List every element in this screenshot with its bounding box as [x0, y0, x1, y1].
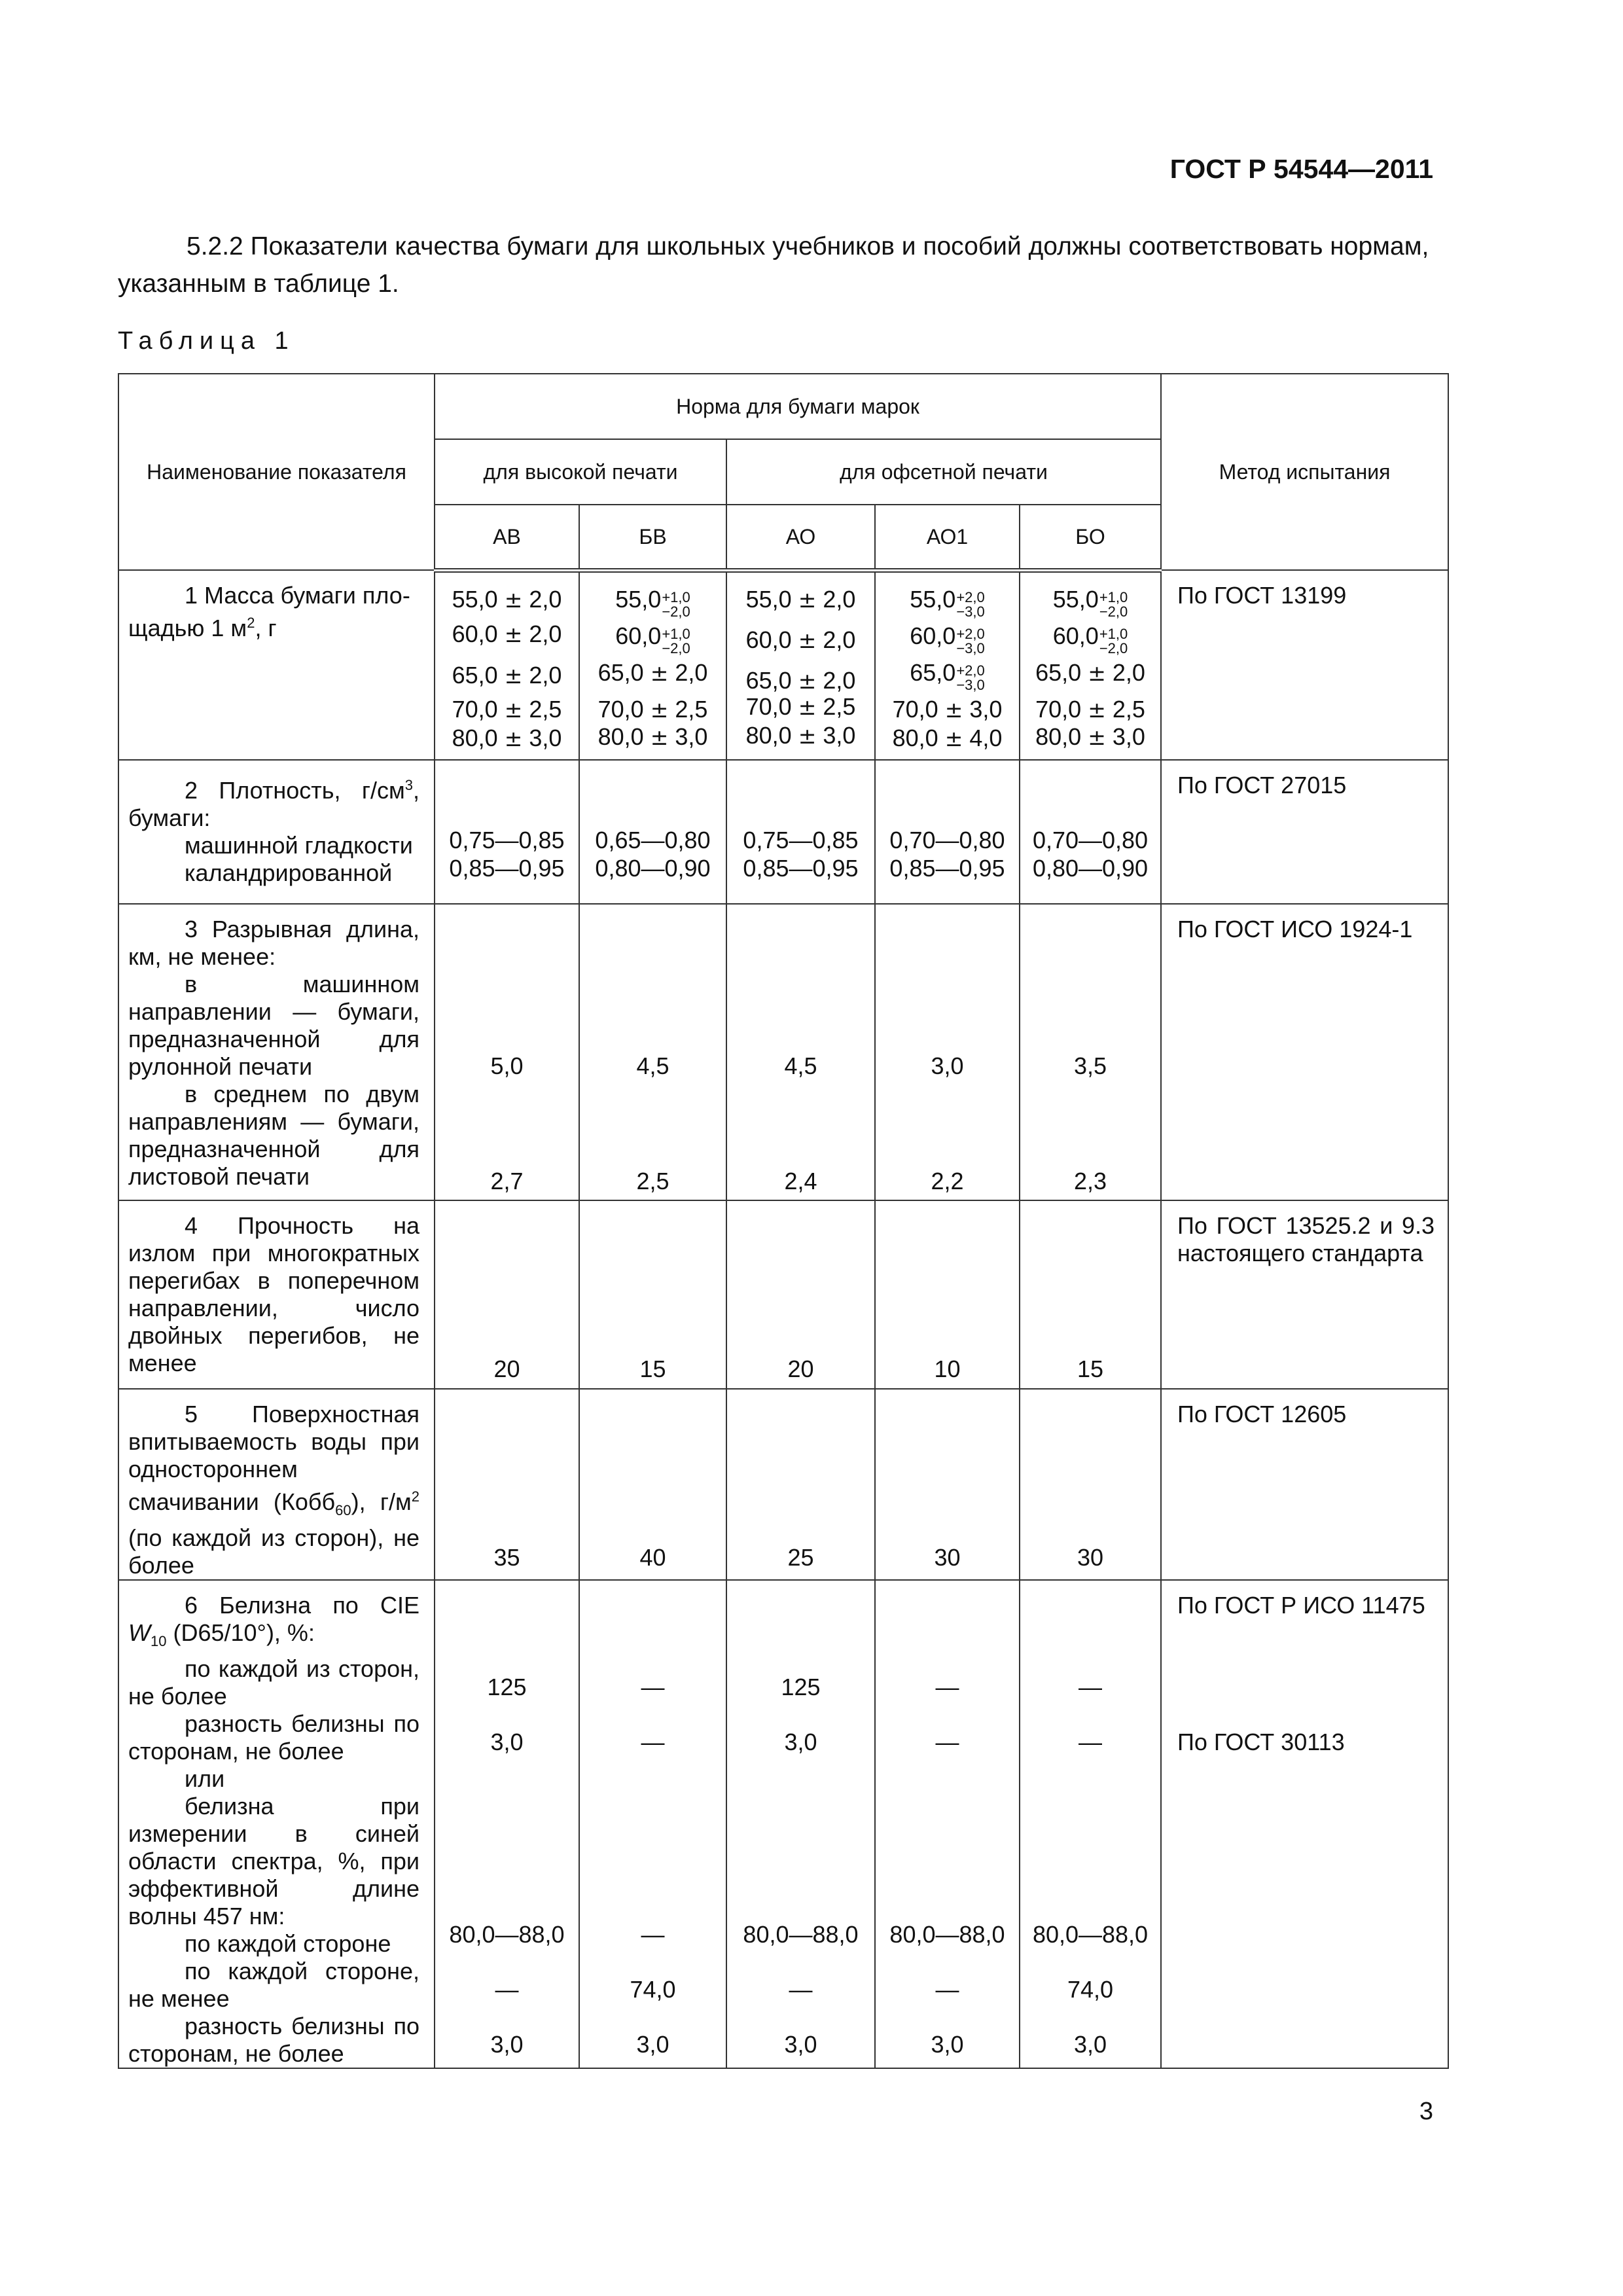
row6-bv: — — — 74,0 3,0: [579, 1580, 726, 2068]
grade-ao: АО: [726, 505, 875, 570]
row6-name: 6 Белизна по CIE $W_{10}$ (D65/10°), %: по каждой из сторон, не более разность белизны по сторонам, не более или белизна при измерении в синей области спектра, %, при эффективной длине волны 457 нм: по каждой стороне по каждой стороне, не менее разность белизны по сторонам, не более: [118, 1580, 435, 2068]
document-id: ГОСТ Р 54544—2011: [1169, 154, 1433, 184]
row3-bo: 3,5 2,3: [1020, 904, 1161, 1200]
header-high-print: для высокой печати: [435, 439, 726, 505]
table-row: [118, 570, 1448, 760]
row2-method: По ГОСТ 27015: [1161, 760, 1448, 904]
table-caption: Таблица 1: [118, 327, 295, 355]
row3-av: 5,0 2,7: [435, 904, 579, 1200]
row1-ao1: 55,0 +2,0 −3,0 60,0 +2,0 −3,0 65,0 +2,0 −3,0 70,0 ± 3,0 80,0 ± 4,0: [875, 570, 1020, 760]
row1-av: 55,0 ± 2,0 60,0 ± 2,0 65,0 ± 2,0 70,0 ± 2,5 80,0 ± 3,0: [435, 570, 579, 760]
row5-av: 35: [435, 1389, 579, 1580]
row5-method: По ГОСТ 12605: [1161, 1389, 1448, 1580]
row1-ao: 55,0 ± 2,0 60,0 ± 2,0 65,0 ± 2,0 70,0 ± 2,5 80,0 ± 3,0: [726, 570, 875, 760]
row3-ao: 4,5 2,4: [726, 904, 875, 1200]
table-row: [118, 1389, 1448, 1580]
row1-method: По ГОСТ 13199: [1161, 570, 1448, 760]
row6-av: 125 3,0 80,0—88,0 — 3,0: [435, 1580, 579, 2068]
row5-bo: 30: [1020, 1389, 1161, 1580]
row3-name: 3 Разрывная длина, км, не менее: в машинном направлении — бумаги, предназначенной для рулонной печати в среднем по двум направлениям — бумаги, предназначенной для листовой печати: [118, 904, 435, 1200]
table-row: [118, 1200, 1448, 1389]
row5-ao: 25: [726, 1389, 875, 1580]
row1-name: 1 Масса бумаги пло- щадью 1 $м^2$, г: [118, 570, 435, 760]
header-norm: Норма для бумаги марок: [435, 374, 1161, 439]
row6-ao: 125 3,0 80,0—88,0 — 3,0: [726, 1580, 875, 2068]
row2-name: 2 Плотность, $г/см^3$, бумаги: машинной гладкости каландрированной: [118, 760, 435, 904]
row4-ao: 20: [726, 1200, 875, 1389]
row6-method-2: По ГОСТ 30113: [1177, 1729, 1345, 1756]
intro-paragraph: 5.2.2 Показатели качества бумаги для школьных учебников и пособий должны соответствовать нормам, указанным в таблице 1.: [118, 232, 1429, 298]
row5-bv: 40: [579, 1389, 726, 1580]
row1-bo: 55,0 +1,0 −2,0 60,0 +1,0 −2,0 65,0 ± 2,0 70,0 ± 2,5 80,0 ± 3,0: [1020, 570, 1161, 760]
row2-bo: 0,70—0,80 0,80—0,90: [1020, 760, 1161, 904]
header-method: Метод испытания: [1161, 374, 1448, 570]
table-row: [118, 904, 1448, 1200]
row4-method: По ГОСТ 13525.2 и 9.3 настоящего стандарта: [1161, 1200, 1448, 1389]
row5-name: 5 Поверхностная впитываемость воды при одностороннем смачивании (Кобб$_{60}$), $г/м^2$ (по каждой из сторон), не более: [118, 1389, 435, 1580]
grade-ao1: АО1: [875, 505, 1020, 570]
row2-av: 0,75—0,85 0,85—0,95: [435, 760, 579, 904]
row2-ao1: 0,70—0,80 0,85—0,95: [875, 760, 1020, 904]
grade-bv: БВ: [579, 505, 726, 570]
header-offset-print: для офсетной печати: [726, 439, 1161, 505]
row4-name: 4 Прочность на излом при многократных перегибах в поперечном направлении, число двойных перегибов, не менее: [118, 1200, 435, 1389]
row3-ao1: 3,0 2,2: [875, 904, 1020, 1200]
grade-av: АВ: [435, 505, 579, 570]
row5-ao1: 30: [875, 1389, 1020, 1580]
row6-method-1: По ГОСТ Р ИСО 11475: [1177, 1592, 1425, 1619]
row4-bo: 15: [1020, 1200, 1161, 1389]
quality-table: [118, 373, 1449, 2069]
row6-method: [1161, 1580, 1448, 2068]
page-number: 3: [1419, 2098, 1433, 2125]
row4-av: 20: [435, 1200, 579, 1389]
row3-method: По ГОСТ ИСО 1924-1: [1161, 904, 1448, 1200]
row1-bv: 55,0 +1,0 −2,0 60,0 +1,0 −2,0 65,0 ± 2,0 70,0 ± 2,5 80,0 ± 3,0: [579, 570, 726, 760]
row6-ao1: — — 80,0—88,0 — 3,0: [875, 1580, 1020, 2068]
row4-ao1: 10: [875, 1200, 1020, 1389]
table-row: [118, 760, 1448, 904]
row4-bv: 15: [579, 1200, 726, 1389]
row3-bv: 4,5 2,5: [579, 904, 726, 1200]
grade-bo: БО: [1020, 505, 1161, 570]
table-row: [118, 1580, 1448, 2068]
header-name: Наименование показателя: [118, 374, 435, 570]
row2-bv: 0,65—0,80 0,80—0,90: [579, 760, 726, 904]
row2-ao: 0,75—0,85 0,85—0,95: [726, 760, 875, 904]
row6-bo: — — 80,0—88,0 74,0 3,0: [1020, 1580, 1161, 2068]
